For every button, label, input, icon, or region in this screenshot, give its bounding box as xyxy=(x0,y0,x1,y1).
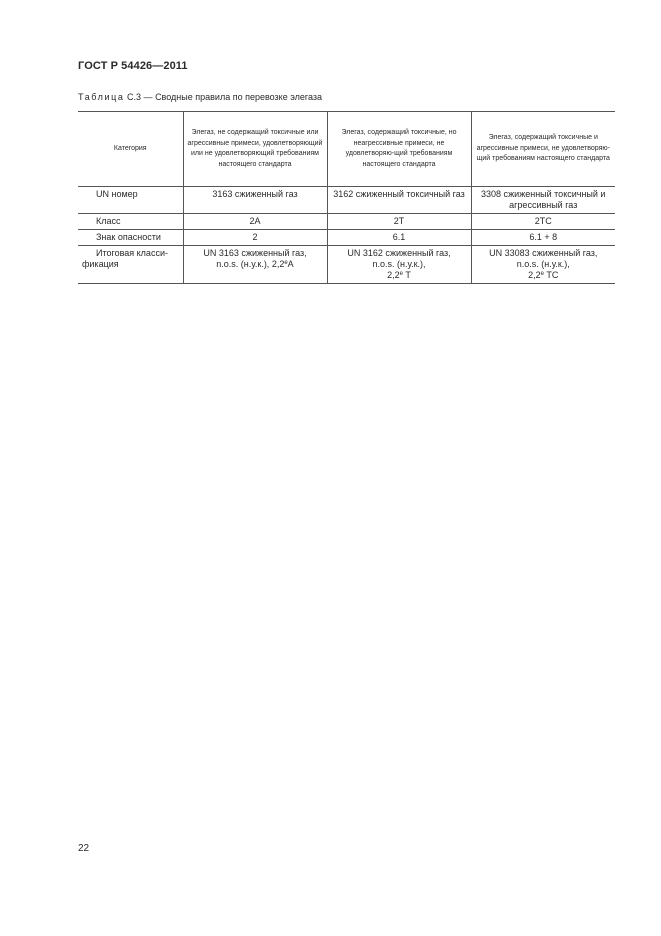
table-row-final-classification xyxy=(78,246,615,284)
header-category: Категория xyxy=(78,112,183,187)
row-label-class: Класс xyxy=(78,214,183,230)
table-cell: 6.1 + 8 xyxy=(471,230,615,246)
table-caption-word: Таблица xyxy=(78,92,125,102)
table-caption-dash: — xyxy=(143,92,153,102)
table-cell xyxy=(471,246,615,284)
cell-line: n.o.s. (н.у.к.), xyxy=(372,259,426,269)
table-cell: 2T xyxy=(327,214,471,230)
table-cell: 3163 сжиженный газ xyxy=(183,187,327,214)
table-cell xyxy=(327,246,471,284)
cell-suffix: T xyxy=(403,270,411,280)
cell-line: UN 33083 сжиженный газ, xyxy=(489,248,598,258)
header-toxic-corrosive: Элегаз, содержащий токсичные и агрессивные примеси, не удовлетворяю-щий требованиям настоящего стандарта xyxy=(471,112,615,187)
table-row xyxy=(78,230,615,246)
page-number: 22 xyxy=(78,843,90,854)
row-label-final-classification: Итоговая класси-фикация xyxy=(78,246,183,284)
table-cell: 2 xyxy=(183,230,327,246)
cell-line: 2,2 xyxy=(387,270,400,280)
table-caption-number: С.3 xyxy=(127,92,142,102)
header-no-toxic: Элегаз, не содержащий токсичные или агрессивные примеси, удовлетворяющий или не удовлетворяющий требованиям настоящего стандарта xyxy=(183,112,327,187)
table-cell xyxy=(183,246,327,284)
cell-line: UN 3163 сжиженный газ, xyxy=(203,248,307,258)
cell-line: n.o.s. (н.у.к.), xyxy=(516,259,570,269)
table-caption-title: Сводные правила по перевозке элегаза xyxy=(155,92,322,102)
table-row xyxy=(78,214,615,230)
table-row xyxy=(78,187,615,214)
superscript: e xyxy=(284,260,288,266)
table-cell: 3162 сжиженный токсичный газ xyxy=(327,187,471,214)
cell-line: n.o.s. (н.у.к.), 2,2 xyxy=(216,259,285,269)
row-label-hazard-sign: Знак опасности xyxy=(78,230,183,246)
table-cell: 2A xyxy=(183,214,327,230)
header-toxic-non-corrosive: Элегаз, содержащий токсичные, но неагрессивные примеси, не удовлетворяю-щий требованиям настоящего стандарта xyxy=(327,112,471,187)
superscript: e xyxy=(399,271,403,277)
table-cell: 6.1 xyxy=(327,230,471,246)
document-header: ГОСТ Р 54426—2011 xyxy=(78,60,188,72)
row-label-un-number: UN номер xyxy=(78,187,183,214)
superscript: e xyxy=(540,271,544,277)
table-cell: 2TC xyxy=(471,214,615,230)
table-caption xyxy=(78,92,322,102)
table-header-row xyxy=(78,112,615,187)
cell-line: 2,2 xyxy=(528,270,541,280)
transport-rules-table xyxy=(78,111,615,284)
cell-suffix: A xyxy=(287,259,294,269)
table-cell: 3308 сжиженный токсичный и агрессивный газ xyxy=(471,187,615,214)
cell-suffix: TC xyxy=(544,270,559,280)
cell-line: UN 3162 сжиженный газ, xyxy=(347,248,451,258)
